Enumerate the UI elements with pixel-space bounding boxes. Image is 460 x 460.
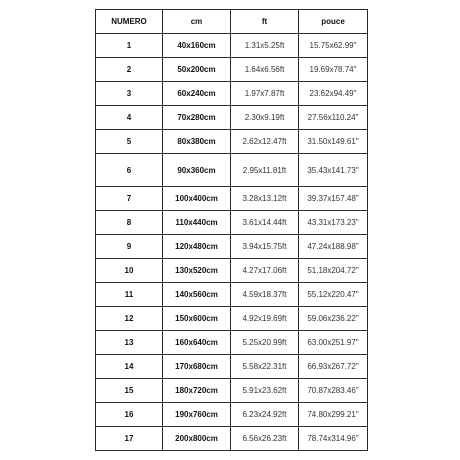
cell-numero: 9	[96, 235, 163, 259]
cell-cm: 70x280cm	[163, 106, 231, 130]
cell-pouce: 19.69x78.74"	[299, 58, 368, 82]
cell-cm: 80x380cm	[163, 130, 231, 154]
header-row	[96, 10, 368, 34]
cell-cm: 130x520cm	[163, 259, 231, 283]
cell-numero: 15	[96, 379, 163, 403]
cell-ft: 3.28x13.12ft	[231, 187, 299, 211]
cell-cm: 160x640cm	[163, 331, 231, 355]
cell-cm: 150x600cm	[163, 307, 231, 331]
cell-cm: 190x760cm	[163, 403, 231, 427]
table-row	[96, 355, 368, 379]
header-pouce: pouce	[299, 10, 368, 34]
table-row	[96, 154, 368, 187]
cell-ft: 3.61x14.44ft	[231, 211, 299, 235]
header-cm: cm	[163, 10, 231, 34]
cell-ft: 4.59x18.37ft	[231, 283, 299, 307]
cell-ft: 5.58x22.31ft	[231, 355, 299, 379]
cell-numero: 10	[96, 259, 163, 283]
cell-ft: 1.97x7.87ft	[231, 82, 299, 106]
cell-pouce: 47.24x188.98"	[299, 235, 368, 259]
cell-pouce: 39.37x157.48"	[299, 187, 368, 211]
cell-pouce: 63.00x251.97"	[299, 331, 368, 355]
cell-ft: 3.94x15.75ft	[231, 235, 299, 259]
table-body	[96, 34, 368, 451]
cell-ft: 1.64x6.56ft	[231, 58, 299, 82]
cell-pouce: 70.87x283.46"	[299, 379, 368, 403]
table-row	[96, 211, 368, 235]
table-row	[96, 130, 368, 154]
cell-pouce: 74.80x299.21"	[299, 403, 368, 427]
cell-ft: 5.91x23.62ft	[231, 379, 299, 403]
table-row	[96, 187, 368, 211]
table-row	[96, 403, 368, 427]
cell-cm: 170x680cm	[163, 355, 231, 379]
cell-pouce: 43.31x173.23"	[299, 211, 368, 235]
cell-numero: 7	[96, 187, 163, 211]
cell-pouce: 59.06x236.22"	[299, 307, 368, 331]
cell-ft: 2.62x12.47ft	[231, 130, 299, 154]
cell-numero: 11	[96, 283, 163, 307]
table-row	[96, 34, 368, 58]
header-numero: NUMERO	[96, 10, 163, 34]
header-ft: ft	[231, 10, 299, 34]
cell-cm: 40x160cm	[163, 34, 231, 58]
cell-numero: 8	[96, 211, 163, 235]
cell-ft: 2.95x11.81ft	[231, 154, 299, 187]
cell-pouce: 27.56x110.24"	[299, 106, 368, 130]
cell-cm: 120x480cm	[163, 235, 231, 259]
cell-numero: 3	[96, 82, 163, 106]
cell-ft: 6.23x24.92ft	[231, 403, 299, 427]
cell-cm: 180x720cm	[163, 379, 231, 403]
cell-cm: 60x240cm	[163, 82, 231, 106]
cell-ft: 4.27x17.06ft	[231, 259, 299, 283]
cell-numero: 17	[96, 427, 163, 451]
cell-cm: 90x360cm	[163, 154, 231, 187]
table-row	[96, 58, 368, 82]
table-row	[96, 307, 368, 331]
cell-pouce: 15.75x62.99"	[299, 34, 368, 58]
cell-numero: 5	[96, 130, 163, 154]
cell-numero: 12	[96, 307, 163, 331]
table-row	[96, 331, 368, 355]
cell-numero: 16	[96, 403, 163, 427]
cell-pouce: 55.12x220.47"	[299, 283, 368, 307]
cell-numero: 14	[96, 355, 163, 379]
cell-numero: 1	[96, 34, 163, 58]
cell-pouce: 78.74x314.96"	[299, 427, 368, 451]
cell-numero: 13	[96, 331, 163, 355]
cell-ft: 2.30x9.19ft	[231, 106, 299, 130]
cell-numero: 6	[96, 154, 163, 187]
cell-cm: 50x200cm	[163, 58, 231, 82]
table-header	[96, 10, 368, 34]
cell-pouce: 35.43x141.73"	[299, 154, 368, 187]
table-row	[96, 283, 368, 307]
cell-cm: 110x440cm	[163, 211, 231, 235]
cell-ft: 6.56x26.23ft	[231, 427, 299, 451]
cell-cm: 140x560cm	[163, 283, 231, 307]
cell-ft: 4.92x19.69ft	[231, 307, 299, 331]
table-row	[96, 259, 368, 283]
size-conversion-table	[95, 9, 368, 451]
cell-numero: 4	[96, 106, 163, 130]
cell-pouce: 66.93x267.72"	[299, 355, 368, 379]
table-row	[96, 82, 368, 106]
cell-numero: 2	[96, 58, 163, 82]
cell-cm: 200x800cm	[163, 427, 231, 451]
cell-ft: 5.25x20.99ft	[231, 331, 299, 355]
table-row	[96, 379, 368, 403]
table-row	[96, 106, 368, 130]
cell-pouce: 51.18x204.72"	[299, 259, 368, 283]
cell-pouce: 31.50x149.61"	[299, 130, 368, 154]
table-row	[96, 427, 368, 451]
table-row	[96, 235, 368, 259]
cell-cm: 100x400cm	[163, 187, 231, 211]
cell-pouce: 23.62x94.49"	[299, 82, 368, 106]
cell-ft: 1.31x5.25ft	[231, 34, 299, 58]
